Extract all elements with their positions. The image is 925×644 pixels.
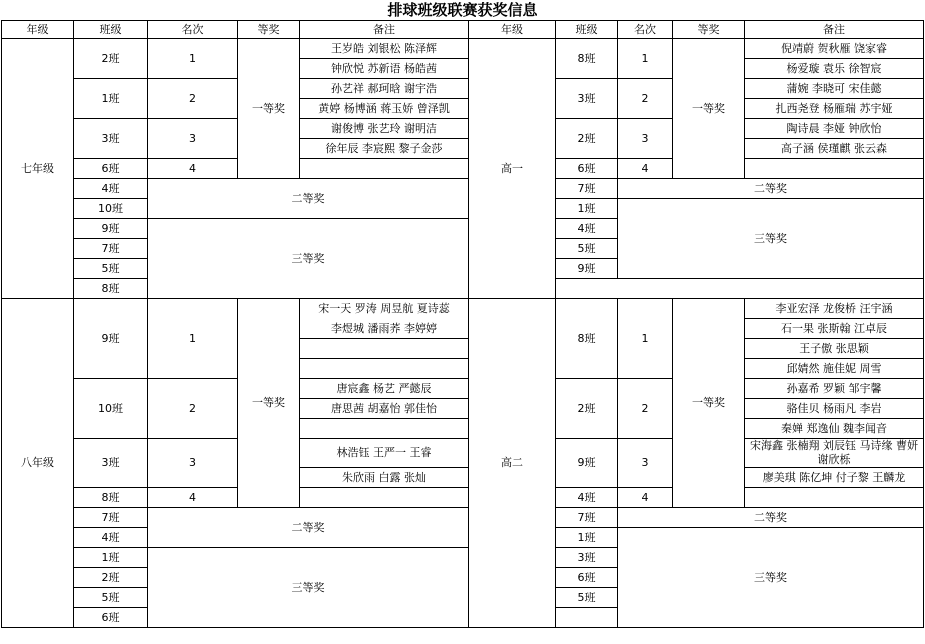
second-prize-cell: 二等奖 — [148, 179, 469, 219]
class-cell: 8班 — [74, 279, 148, 299]
note-cell: 王岁皓 刘银松 陈泽辉 — [300, 39, 469, 59]
note-cell-right: 骆佳贝 杨雨凡 李岩 — [745, 399, 924, 419]
header-prize: 等奖 — [238, 21, 300, 39]
third-prize-cell-right: 三等奖 — [618, 528, 924, 628]
class-cell: 10班 — [74, 379, 148, 439]
note-cell: 孙艺祥 郝珂晗 谢宇浩 — [300, 79, 469, 99]
note-cell-right: 杨爱璇 袁乐 徐智宸 — [745, 59, 924, 79]
table-row — [2, 39, 924, 59]
rank-cell: 1 — [148, 39, 238, 79]
class-cell-right: 4班 — [556, 219, 618, 239]
note-cell: 钟欣悦 苏新语 杨皓茜 — [300, 59, 469, 79]
header-note: 备注 — [300, 21, 469, 39]
note-cell-right: 孙嘉希 罗颖 邹宇馨 — [745, 379, 924, 399]
class-cell-right: 3班 — [556, 548, 618, 568]
class-cell-right: 1班 — [556, 528, 618, 548]
class-cell-right: 7班 — [556, 179, 618, 199]
rank-cell: 4 — [148, 488, 238, 508]
rank-cell-right: 3 — [618, 439, 673, 488]
rank-cell: 1 — [148, 299, 238, 379]
rank-cell: 3 — [148, 119, 238, 159]
note-cell-right: 邱婧然 施佳妮 周雪 — [745, 359, 924, 379]
class-cell-right: 2班 — [556, 119, 618, 159]
note-cell: 林浩钰 王严一 王睿 — [300, 439, 469, 468]
note-cell: 谢俊博 张艺玲 谢明洁 — [300, 119, 469, 139]
note-cell — [300, 159, 469, 179]
class-cell-right: 3班 — [556, 79, 618, 119]
note-cell-right: 蒲婉 李晓可 宋佳懿 — [745, 79, 924, 99]
table-row — [2, 119, 924, 139]
third-prize-cell: 三等奖 — [148, 219, 469, 299]
class-cell: 10班 — [74, 199, 148, 219]
table-row — [2, 299, 924, 319]
class-cell-right: 4班 — [556, 488, 618, 508]
rank-cell: 4 — [148, 159, 238, 179]
note-cell: 徐年辰 李宸熙 黎子金莎 — [300, 139, 469, 159]
class-cell-right: 2班 — [556, 379, 618, 439]
class-cell-right: 7班 — [556, 508, 618, 528]
third-prize-cell: 三等奖 — [148, 548, 469, 628]
header-class-right: 班级 — [556, 21, 618, 39]
prize-cell-right: 一等奖 — [673, 39, 745, 179]
class-cell-right: 8班 — [556, 39, 618, 79]
class-cell: 9班 — [74, 299, 148, 379]
note-cell: 唐宸鑫 杨艺 严懿辰 — [300, 379, 469, 399]
table-row — [2, 79, 924, 99]
class-cell-right: 5班 — [556, 239, 618, 259]
rank-cell: 3 — [148, 439, 238, 488]
class-cell: 6班 — [74, 608, 148, 628]
class-cell: 1班 — [74, 548, 148, 568]
class-cell-right: 9班 — [556, 439, 618, 488]
grade-cell-right: 高二 — [469, 299, 556, 628]
header-row — [2, 21, 924, 39]
header-class: 班级 — [74, 21, 148, 39]
class-cell: 9班 — [74, 219, 148, 239]
note-cell-right: 宋海鑫 张楠翔 刘辰钰 马诗缘 曹妍 谢欣栎 — [745, 439, 924, 468]
header-rank-right: 名次 — [618, 21, 673, 39]
header-note-right: 备注 — [745, 21, 924, 39]
grade-cell: 八年级 — [2, 299, 74, 628]
table-row — [2, 508, 924, 528]
second-prize-cell: 二等奖 — [148, 508, 469, 548]
class-cell: 8班 — [74, 488, 148, 508]
note-cell — [300, 419, 469, 439]
note-cell — [300, 359, 469, 379]
class-cell-right: 9班 — [556, 259, 618, 279]
class-cell: 2班 — [74, 39, 148, 79]
header-prize-right: 等奖 — [673, 21, 745, 39]
note-cell-right: 倪靖蔚 贺秋雁 饶家睿 — [745, 39, 924, 59]
class-cell-right: 6班 — [556, 159, 618, 179]
rank-cell-right: 4 — [618, 159, 673, 179]
class-cell: 2班 — [74, 568, 148, 588]
awards-table — [1, 20, 924, 628]
note-cell: 朱欣雨 白露 张灿 — [300, 468, 469, 488]
class-cell: 7班 — [74, 508, 148, 528]
table-row — [2, 379, 924, 399]
table-row — [2, 488, 924, 508]
note-cell-right: 陶诗晨 李娅 钟欣怡 — [745, 119, 924, 139]
class-cell-right: 5班 — [556, 588, 618, 608]
page-title: 排球班级联赛获奖信息 — [387, 1, 538, 19]
rank-cell-right: 1 — [618, 299, 673, 379]
class-cell-right: 8班 — [556, 299, 618, 379]
class-cell-right: 1班 — [556, 199, 618, 219]
rank-cell: 2 — [148, 79, 238, 119]
note-cell-right: 高子涵 侯瑾麒 张云森 — [745, 139, 924, 159]
rank-cell-right: 3 — [618, 119, 673, 159]
class-cell: 3班 — [74, 439, 148, 488]
prize-cell: 一等奖 — [238, 39, 300, 179]
table-row — [2, 179, 924, 199]
note-cell-right — [745, 159, 924, 179]
prize-cell: 一等奖 — [238, 299, 300, 508]
class-cell: 4班 — [74, 528, 148, 548]
third-prize-cell-right: 三等奖 — [618, 199, 924, 279]
rank-cell-right: 1 — [618, 39, 673, 79]
note-cell-right: 石一果 张斯翰 江卓辰 — [745, 319, 924, 339]
empty-cell — [556, 608, 618, 628]
class-cell: 5班 — [74, 588, 148, 608]
note-cell: 黄婷 杨博涵 蒋玉娇 曾泽凯 — [300, 99, 469, 119]
rank-cell-right: 2 — [618, 79, 673, 119]
rank-cell-right: 2 — [618, 379, 673, 439]
grade-cell: 七年级 — [2, 39, 74, 299]
class-cell: 4班 — [74, 179, 148, 199]
second-prize-cell-right: 二等奖 — [618, 508, 924, 528]
class-cell: 7班 — [74, 239, 148, 259]
header-grade-right: 年级 — [469, 21, 556, 39]
prize-cell-right: 一等奖 — [673, 299, 745, 508]
empty-cell — [556, 279, 924, 299]
note-cell-right: 李亚宏泽 龙俊桥 汪宇涵 — [745, 299, 924, 319]
second-prize-cell-right: 二等奖 — [618, 179, 924, 199]
rank-cell-right: 4 — [618, 488, 673, 508]
class-cell-right: 6班 — [556, 568, 618, 588]
note-cell — [300, 339, 469, 359]
note-cell: 李煜城 潘雨荞 李婷婷 — [300, 319, 469, 339]
note-cell-right: 秦婵 郑逸仙 魏李闻音 — [745, 419, 924, 439]
table-row — [2, 159, 924, 179]
class-cell: 5班 — [74, 259, 148, 279]
note-cell-right: 廖美琪 陈亿坤 付子黎 王麟龙 — [745, 468, 924, 488]
note-cell: 宋一天 罗涛 周昱航 夏诗蕊 — [300, 299, 469, 319]
header-grade: 年级 — [2, 21, 74, 39]
class-cell: 6班 — [74, 159, 148, 179]
note-cell — [300, 488, 469, 508]
class-cell: 1班 — [74, 79, 148, 119]
note-cell: 唐思茜 胡嘉怡 郭佳怡 — [300, 399, 469, 419]
grade-cell-right: 高一 — [469, 39, 556, 299]
note-cell-right: 王子傲 张思颖 — [745, 339, 924, 359]
class-cell: 3班 — [74, 119, 148, 159]
rank-cell: 2 — [148, 379, 238, 439]
header-rank: 名次 — [148, 21, 238, 39]
note-cell-right — [745, 488, 924, 508]
note-cell-right: 扎西尧登 杨雁瑞 苏宇娅 — [745, 99, 924, 119]
